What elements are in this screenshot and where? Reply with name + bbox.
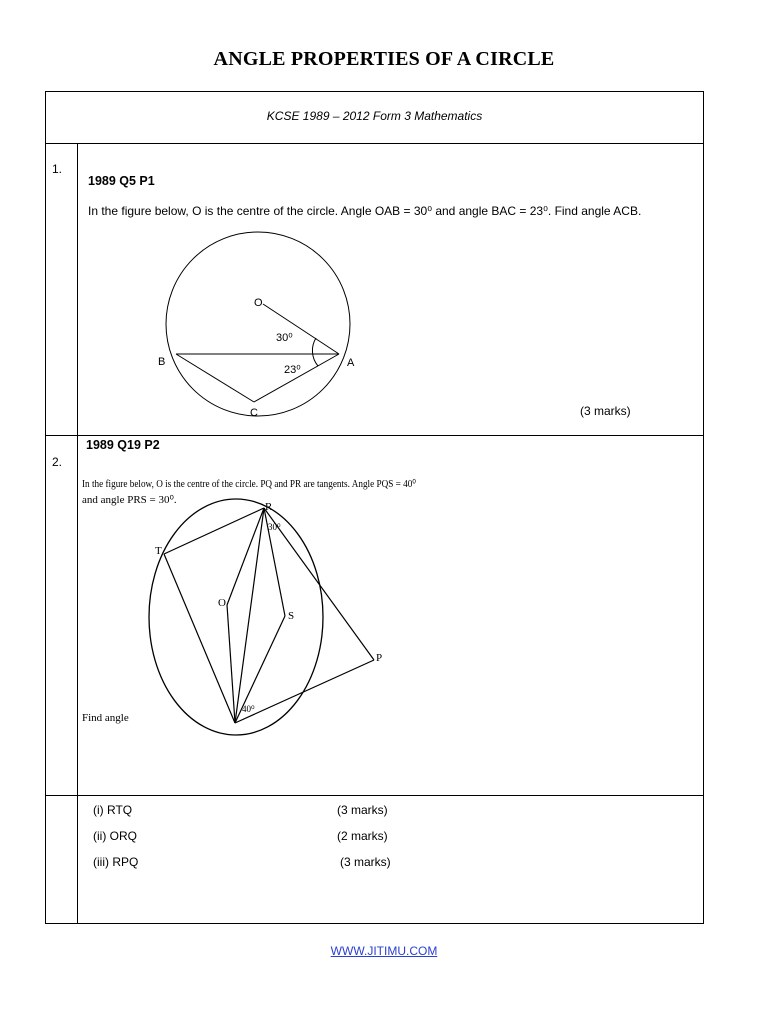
part-marks: (3 marks) bbox=[337, 803, 388, 817]
circle bbox=[149, 499, 323, 735]
circle-figure-2 bbox=[79, 474, 419, 734]
label-p: P bbox=[376, 652, 383, 664]
angle-arc bbox=[312, 338, 318, 366]
part-label: (i) RTQ bbox=[93, 803, 133, 817]
part-label: (iii) RPQ bbox=[93, 855, 139, 869]
marks-label: (3 marks) bbox=[580, 404, 631, 418]
label-a: A bbox=[347, 357, 355, 369]
part-label: (ii) ORQ bbox=[93, 829, 137, 843]
footer bbox=[0, 944, 768, 958]
circle bbox=[166, 232, 350, 416]
label-o: O bbox=[218, 597, 226, 609]
column-divider bbox=[77, 143, 78, 924]
part-marks: (3 marks) bbox=[340, 855, 391, 869]
angle-r-label: 30⁰ bbox=[268, 522, 281, 532]
label-t: T bbox=[155, 545, 162, 557]
figure-caption-line2: and angle PRS = 30⁰. bbox=[82, 494, 177, 506]
question-number: 2. bbox=[52, 455, 63, 469]
chord-bc bbox=[176, 354, 254, 402]
question-heading: 1989 Q5 P1 bbox=[88, 174, 155, 188]
row-divider bbox=[46, 795, 703, 796]
label-s: S bbox=[288, 610, 295, 622]
question-heading: 1989 Q19 P2 bbox=[86, 438, 160, 452]
label-o: O bbox=[254, 297, 263, 309]
question-text: In the figure below, O is the centre of the circle. Angle OAB = 30⁰ and angle BAC = 23⁰. Find angle ACB. bbox=[88, 204, 642, 218]
find-angle-label: Find angle bbox=[82, 712, 129, 724]
chord-ca bbox=[254, 354, 339, 402]
label-b: B bbox=[158, 356, 166, 368]
angle-q-label: 40⁰ bbox=[242, 704, 255, 714]
radius-oa bbox=[263, 304, 339, 354]
angle-bac-label: 23⁰ bbox=[284, 364, 301, 376]
circle-figure-1 bbox=[146, 232, 376, 422]
figure-caption-line1: In the figure below, O is the centre of the circle. PQ and PR are tangents. Angle PQS = 40⁰ bbox=[82, 478, 417, 490]
angle-oab-label: 30⁰ bbox=[276, 332, 293, 344]
label-c: C bbox=[250, 407, 258, 419]
question-number: 1. bbox=[52, 162, 63, 176]
part-marks: (2 marks) bbox=[337, 829, 388, 843]
tangent-qp bbox=[235, 660, 374, 723]
page-title: ANGLE PROPERTIES OF A CIRCLE bbox=[213, 48, 555, 70]
questions-table bbox=[45, 91, 704, 924]
row-divider bbox=[46, 143, 703, 144]
label-r: R bbox=[265, 501, 273, 513]
table-subtitle: KCSE 1989 – 2012 Form 3 Mathematics bbox=[266, 109, 483, 123]
footer-link[interactable]: WWW.JITIMU.COM bbox=[330, 944, 438, 958]
row-divider bbox=[46, 435, 703, 436]
line-tq bbox=[164, 554, 235, 723]
